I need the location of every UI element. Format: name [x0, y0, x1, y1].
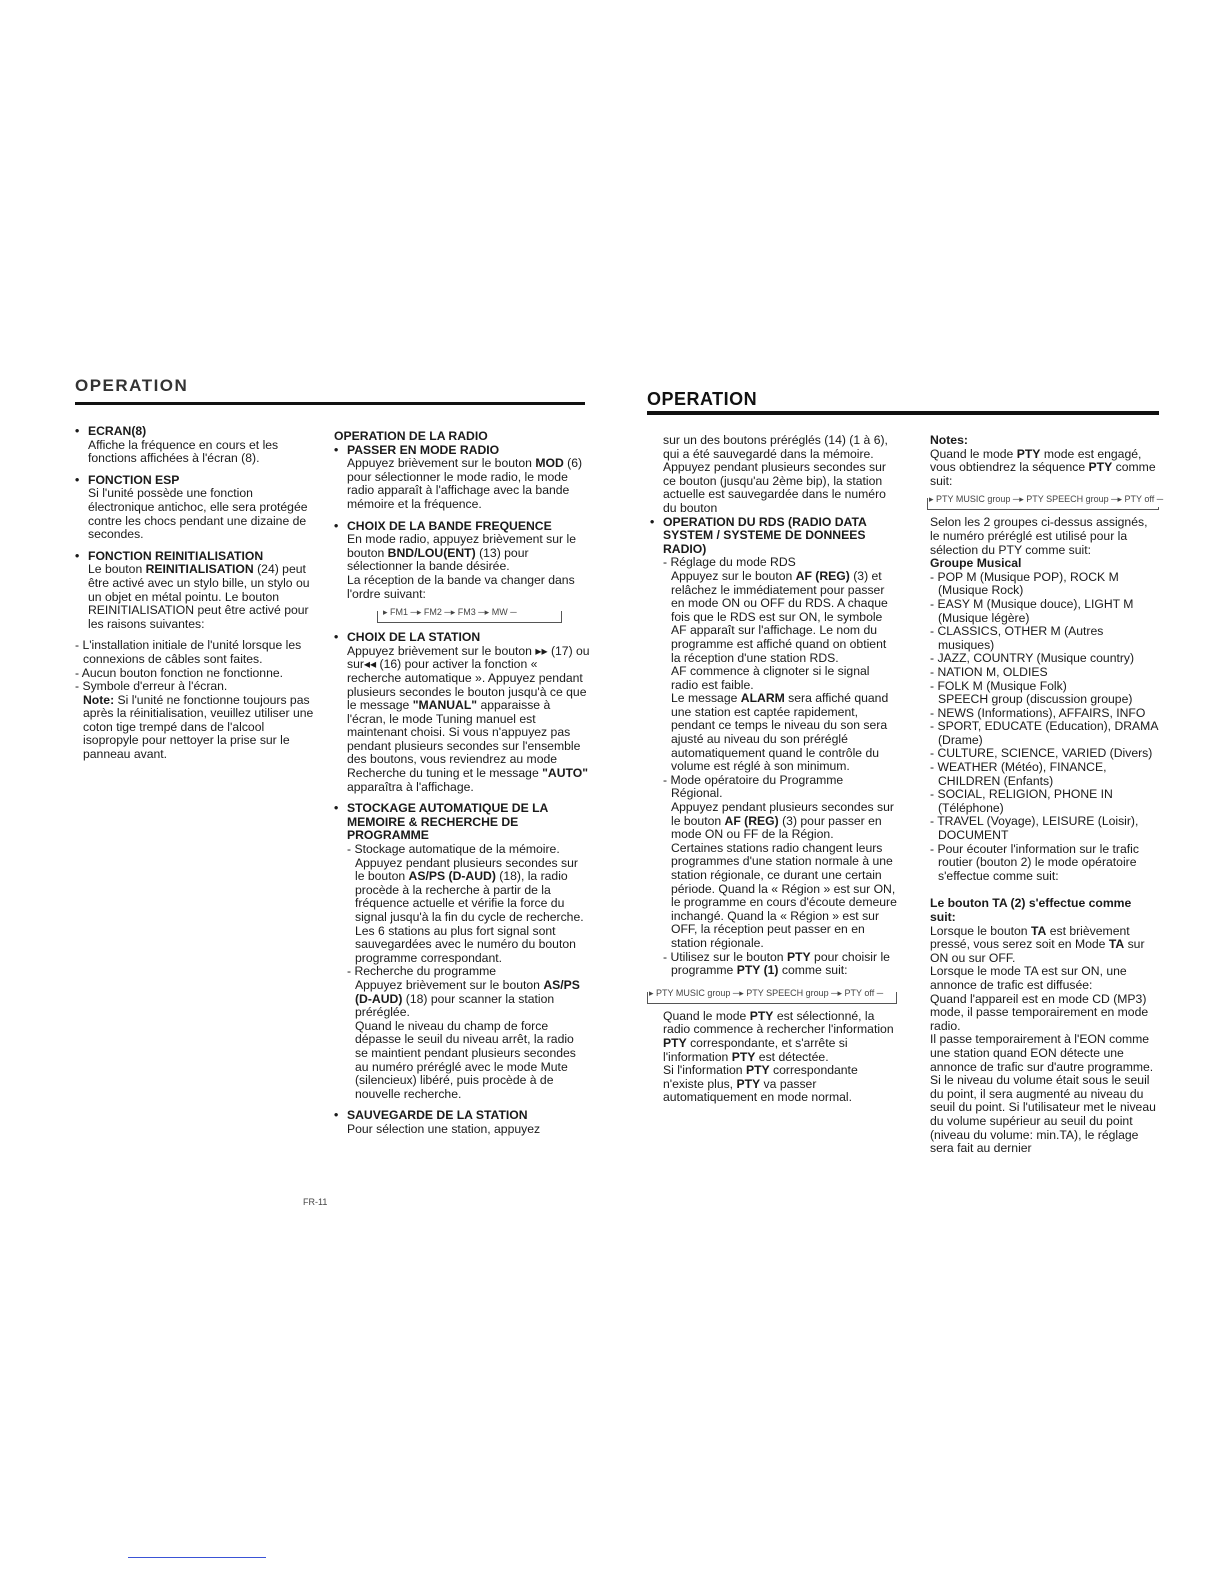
rds-text-2: AF commence à clignoter si le signal radio est faible.: [671, 664, 870, 692]
footer-line: [128, 1557, 266, 1558]
text-span: (3) pour passer en mode ON ou FF de la Région.: [671, 813, 882, 842]
text-span: (24) peut être activé avec un stylo bille, un stylo ou un objet en métal pointu. Le bouton REINITIALISATION peut être activé pour les raisons suivantes:: [88, 562, 310, 631]
text-span: Le message: [671, 691, 741, 706]
groupe-item: - TRAVEL (Voyage), LEISURE (Loisir), DOCUMENT: [930, 814, 1139, 843]
ta-text-3: Quand l'appareil est en mode CD (MP3) mode, il passe temporairement en mode radio.: [930, 991, 1149, 1033]
column-3: [650, 434, 898, 1105]
text-span: (3) et relâchez le immédiatement pour passer en mode ON ou OFF du RDS. A chaque fois que le RDS est sur ON, le symbole AF apparaît sur l'affichage. Le nom du programme est affiché quand on obtient la réception d'une station RDS.: [671, 568, 888, 665]
reinit-item-1: - L'installation initiale de l'unité lorsque les connexions de câbles sont faites.: [75, 638, 302, 666]
rds-item-1: - Réglage du mode RDS: [663, 555, 796, 570]
text-span: est détectée.: [755, 1049, 829, 1064]
bold-span: PTY: [786, 949, 811, 964]
text-span: Appuyez brièvement sur le bouton: [355, 977, 544, 992]
text-span: Appuyez pendant plusieurs secondes sur le bouton: [671, 800, 894, 828]
text-ecran: Affiche la fréquence en cours et les fonctions affichées à l'écran (8).: [88, 437, 279, 466]
text-span: mode est engagé, vous obtiendrez la séquence: [930, 446, 1142, 475]
text-span: comme suit:: [778, 963, 848, 978]
groupe-item: - Pour écouter l'information sur le trafic routier (bouton 2) le mode opératoire s'effectue comme suit:: [930, 841, 1139, 883]
heading-groupe: Groupe Musical: [930, 556, 1022, 571]
pty-sequence-diagram: [647, 986, 897, 1004]
text-span: (6) pour sélectionner le mode radio, le mode radio apparaît à l'affichage avec la bande mémoire et la fréquence.: [347, 456, 583, 511]
ta-text-1: [930, 925, 1160, 966]
bold-span: PTY: [749, 1008, 774, 1023]
section-ecran: [75, 425, 318, 466]
heading-sauvegarde: • SAUVEGARDE DE LA STATION: [347, 1108, 528, 1123]
section-stockage: [334, 802, 590, 1101]
section-reinit: [75, 550, 318, 632]
text-stockage-4: Quand le niveau du champ de force dépasse le seuil du niveau arrêt, la radio se maintient pendant plusieurs secondes au numéro préréglé avec le mode Mute (silencieux) libéré, puis procède à de nouvelle recherche.: [355, 1018, 576, 1101]
section-esp: [75, 474, 318, 542]
groupe-item: - JAZZ, COUNTRY (Musique country): [930, 651, 1135, 666]
bold-span: AF (REG): [724, 813, 779, 828]
text-span: comme suit:: [930, 460, 1156, 488]
text-sauvegarde: Pour sélection une station, appuyez: [347, 1121, 541, 1136]
pty-sequence-label: ▸ PTY MUSIC group ─▸ PTY SPEECH group ─▸ PTY off ─: [649, 987, 883, 1001]
reinit-item-2: - Aucun bouton fonction ne fonctionne.: [75, 665, 284, 680]
text-stockage-1: [347, 843, 590, 965]
text-span: apparaisse à l'écran, le mode Tuning manuel est maintenant choisi. Si vous n'appuyez pas pendant plusieurs secondes sur l'ensemble des boutons, vous reviendrez au mode Recherche du tuning et le message: [347, 698, 581, 781]
text-esp: Si l'unité possède une fonction électronique antichoc, elle sera protégée contre les chocs pendant une dizaine de secondes.: [88, 486, 308, 542]
heading-stockage: • STOCKAGE AUTOMATIQUE DE LA MEMOIRE & RECHERCHE DE PROGRAMME: [347, 801, 548, 843]
heading-ta: Le bouton TA (2) s'effectue comme suit:: [930, 896, 1132, 924]
bold-span: AF (REG): [795, 568, 850, 583]
text-span: sera affiché quand une station est captée rapidement, pendant ce temps le niveau du son sera ajusté au niveau du son préréglé automatiquement quand le contrôle du volume est réglé à son minimum.: [671, 691, 889, 774]
pty-text-1: [650, 1010, 898, 1064]
band-sequence-diagram: [377, 605, 562, 623]
heading-notes: Notes:: [930, 433, 968, 447]
page-title-right: OPERATION: [647, 389, 758, 409]
bold-span: BND/LOU(ENT): [387, 545, 476, 560]
heading-radio: OPERATION DE LA RADIO: [334, 429, 488, 443]
rds-item-3: [663, 951, 898, 978]
text-span: Lorsque le bouton: [930, 923, 1031, 938]
groupe-item: - NATION M, OLDIES: [930, 664, 1048, 679]
notes-sequence-label: ▸ PTY MUSIC group ─▸ PTY SPEECH group ─▸ PTY off ─: [929, 493, 1163, 507]
heading-rds: • OPERATION DU RDS (RADIO DATA SYSTEM / SYSTEME DE DONNEES RADIO): [663, 514, 867, 556]
text-span: est brièvement pressé, vous serez soit en Mode: [930, 923, 1130, 952]
bold-span: Note:: [83, 692, 115, 707]
ta-text-5: Si le niveau du volume était sous le seuil du point, il sera augmenté au niveau du seuil du point. Si l'utilisateur met le niveau du volume supérieur au seuil du point (niveau du volume: min.TA), le réglage sera fait au dernier: [930, 1073, 1156, 1156]
text-span: sur ON ou sur OFF.: [930, 937, 1145, 965]
bold-span: MOD: [535, 456, 564, 471]
title-rule-right: [647, 411, 1159, 415]
groupe-item: - CLASSICS, OTHER M (Autres musiques): [930, 624, 1104, 652]
heading-mode-radio: • PASSER EN MODE RADIO: [347, 442, 500, 457]
bold-span: TA: [1108, 937, 1125, 952]
heading-ecran: • ECRAN(8): [88, 424, 147, 438]
band-sequence-label: ▸ FM1 ─▸ FM2 ─▸ FM3 ─▸ MW ─: [383, 606, 517, 620]
pty-text-2: [650, 1064, 898, 1105]
groupe-item: - POP M (Musique POP), ROCK M (Musique Rock): [930, 569, 1119, 598]
bold-span: TA: [1030, 923, 1047, 938]
groupe-item: - NEWS (Informations), AFFAIRS, INFO: [930, 705, 1146, 720]
page-title-left: OPERATION: [75, 376, 189, 395]
text-span: Appuyez sur le bouton: [671, 568, 796, 583]
bold-span: PTY: [663, 1035, 687, 1050]
text-span: pour choisir le programme: [671, 949, 890, 978]
rds-text-3: [663, 692, 898, 774]
column-4: [929, 433, 1164, 1156]
text-reinit: [88, 563, 318, 631]
text-span: En mode radio, appuyez brièvement sur le bouton: [347, 532, 576, 560]
column-1: [75, 425, 318, 762]
text-span: (13) pour sélectionner la bande désirée.: [347, 545, 529, 574]
rds-text-1: [663, 570, 898, 665]
text-span: - Utilisez sur le bouton: [663, 949, 787, 964]
heading-reinit: • FONCTION REINITIALISATION: [88, 548, 264, 563]
notes-text-2: Selon les 2 groupes ci-dessus assignés, le numéro préréglé est utilisé pour la sélection du PTY comme suit:: [930, 515, 1148, 557]
section-station: [334, 631, 590, 794]
text-stockage-2: - Recherche du programme: [347, 964, 497, 979]
bold-span: PTY (1): [736, 963, 779, 978]
bold-span: PTY: [736, 1076, 761, 1091]
heading-bande: • CHOIX DE LA BANDE FREQUENCE: [347, 518, 552, 533]
bold-span: PTY: [731, 1049, 756, 1064]
rds-item-2: - Mode opératoire du Programme Régional.: [663, 772, 844, 801]
heading-station: • CHOIX DE LA STATION: [347, 630, 481, 645]
text-continuation: sur un des boutons préréglés (14) (1 à 6), qui a été sauvegardé dans la mémoire. Appuyez pendant plusieurs secondes sur ce bouton (jusqu'au 2ème bip), la station actuelle est sauvegardée dans le numéro du bouton: [663, 433, 888, 515]
text-span: - Stockage automatique de la mémoire. Appuyez pendant plusieurs secondes sur le bouton: [347, 842, 578, 884]
ta-text-4: Il passe temporairement à l'EON comme une station quand EON détecte une annonce de trafic sur d'autre programme.: [930, 1032, 1154, 1074]
text-station: [347, 645, 590, 795]
text-span: va passer automatiquement en mode normal.: [663, 1076, 853, 1105]
section-bande: [334, 520, 590, 624]
text-span: Si l'unité ne fonctionne toujours pas après la réinitialisation, veuillez utiliser une coton tige trempé dans de l'alcool isopropyle pour nettoyer la prise sur le panneau avant.: [83, 692, 314, 762]
bold-span: PTY: [1016, 446, 1041, 461]
groupe-item: SPEECH group (discussion groupe): [938, 692, 1133, 707]
rds-text-4: [663, 801, 898, 842]
section-rds: [650, 516, 898, 978]
text-bande: [347, 533, 590, 574]
notes-text-1: [930, 448, 1160, 489]
text-span: Quand le mode: [663, 1008, 750, 1023]
column-2: [334, 430, 590, 1145]
title-rule-left: [75, 402, 585, 405]
notes-sequence-diagram: [927, 492, 1164, 510]
bold-span: "MANUAL": [412, 698, 478, 713]
groupe-item: - CULTURE, SCIENCE, VARIED (Divers): [930, 746, 1153, 761]
reinit-item-3: - Symbole d'erreur à l'écran.: [75, 679, 228, 694]
text-span: Le bouton: [88, 562, 146, 577]
text-span: Appuyez brièvement sur le bouton ▸▸ (17) ou sur◂◂ (16) pour activer la fonction « recherche automatique ». Appuyez pendant plusieurs secondes le bouton jusqu'à ce que le message: [347, 643, 590, 713]
heading-esp: • FONCTION ESP: [88, 472, 180, 487]
text-mode-radio: [347, 457, 590, 511]
section-mode-radio: [334, 444, 590, 512]
groupe-item: - SPORT, EDUCATE (Education), DRAMA (Drame): [930, 719, 1158, 747]
bold-span: REINITIALISATION: [145, 562, 254, 577]
bold-span: "AUTO": [542, 766, 588, 781]
text-bande-order: La réception de la bande va changer dans l'ordre suivant:: [347, 572, 575, 601]
groupe-item: - FOLK M (Musique Folk): [930, 678, 1067, 693]
groupe-item: - EASY M (Musique douce), LIGHT M (Musique légère): [930, 596, 1134, 625]
bold-span: PTY: [1088, 460, 1113, 475]
text-span: (18), la radio procède à la recherche à partir de la fréquence actuelle et vérifie la force du signal jusqu'à la fin du cycle de recherche. Les 6 stations au plus fort signal sont sauvegardées avec le numéro du bouton programme correspondant.: [355, 869, 584, 965]
text-span: Quand le mode: [930, 446, 1017, 461]
rds-text-5: Certaines stations radio changent leurs programmes d'une station normale à une station régionale, ce durant une certain période. Quand la « Région » est sur ON, le programme en cours d'écoute demeure inchangé. Quand la « Région » est sur OFF, la réception peut passer en en station régionale.: [671, 840, 897, 950]
text-span: Appuyez brièvement sur le bouton: [347, 456, 536, 471]
page-number: FR-11: [303, 1197, 328, 1207]
groupe-item: - SOCIAL, RELIGION, PHONE IN (Téléphone): [930, 787, 1113, 815]
text-span: Si l'information: [663, 1063, 746, 1078]
bold-span: AS/PS (D-AUD): [408, 869, 496, 884]
ta-text-2: Lorsque le mode TA est sur ON, une annonce de trafic est diffusée:: [930, 964, 1127, 992]
bold-span: AS/PS (D-AUD): [355, 977, 580, 1006]
text-span: correspondante, et s'arrête si l'information: [663, 1035, 848, 1064]
text-span: est sélectionné, la radio commence à rechercher l'information: [663, 1008, 894, 1037]
section-sauvegarde: [334, 1109, 590, 1136]
text-span: apparaîtra à l'affichage.: [347, 779, 474, 794]
text-span: (18) pour scanner la station préréglée.: [355, 991, 555, 1020]
note-reinit: [75, 694, 318, 762]
text-stockage-3: [347, 979, 590, 1020]
groupe-item: - WEATHER (Météo), FINANCE, CHILDREN (Enfants): [930, 760, 1107, 788]
text-span: correspondante n'existe plus,: [663, 1063, 858, 1091]
bold-span: PTY: [745, 1063, 770, 1078]
bold-span: ALARM: [740, 691, 785, 706]
